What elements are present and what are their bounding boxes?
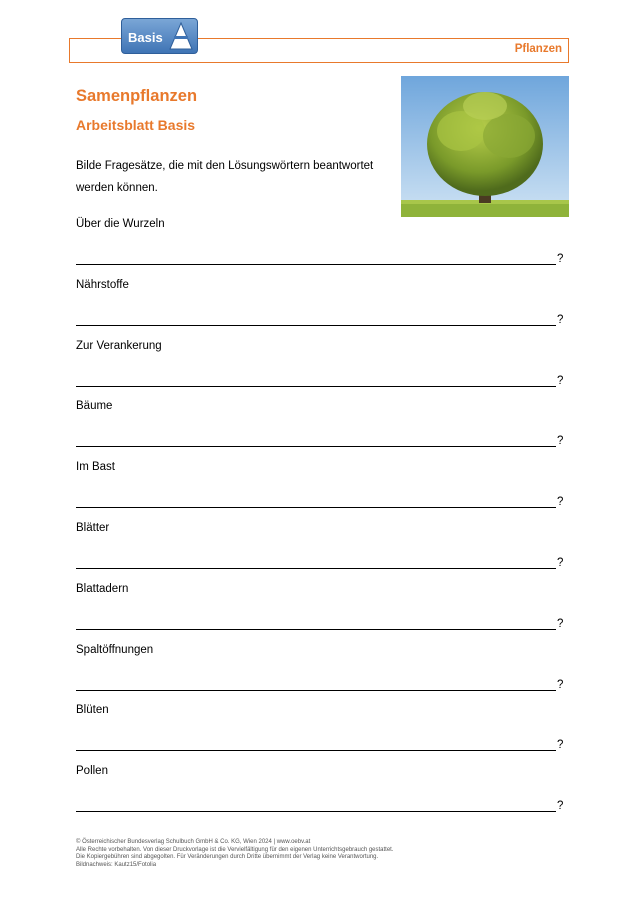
page-title: Samenpflanzen	[76, 87, 198, 105]
list-item	[76, 643, 576, 704]
instructions-text: Bilde Fragesätze, die mit den Lösungswörtern beantwortet werden können.	[76, 160, 374, 194]
list-item	[76, 764, 576, 825]
list-item	[76, 217, 576, 278]
list-item	[76, 582, 576, 643]
footer-fees: Die Kopiergebühren sind abgegolten. Für Veränderungen durch Dritte übernimmt der Verlag keine Verantwortung.	[76, 854, 379, 860]
question-mark: ?	[557, 374, 564, 387]
question-mark: ?	[557, 313, 564, 326]
list-item	[76, 521, 576, 582]
footer	[76, 839, 394, 869]
answer-line[interactable]	[76, 325, 556, 326]
item-label: Pollen	[76, 765, 108, 778]
item-label: Nährstoffe	[76, 278, 129, 291]
logo-text: Basis	[128, 30, 163, 45]
question-mark: ?	[557, 435, 564, 448]
footer-rights: Alle Rechte vorbehalten. Von dieser Druckvorlage ist die Vervielfältigung für den eigenen Unterrichtsgebrauch gestattet.	[76, 846, 394, 853]
answer-line[interactable]	[76, 568, 556, 569]
list-item	[76, 703, 576, 764]
footer-image-credit: Bildnachweis: Kautz15/Fotolia	[76, 861, 157, 868]
answer-line[interactable]	[76, 750, 556, 751]
item-label: Über die Wurzeln	[76, 218, 165, 230]
answer-line[interactable]	[76, 386, 556, 387]
question-mark: ?	[557, 617, 564, 630]
answer-line[interactable]	[76, 446, 556, 447]
list-item	[76, 399, 576, 460]
footer-copyright: © Österreichischer Bundesverlag Schulbuch GmbH & Co. KG, Wien 2024 | www.oebv.at	[76, 839, 311, 845]
list-item	[76, 278, 576, 339]
question-mark: ?	[557, 800, 564, 813]
item-label: Spaltöffnungen	[76, 643, 154, 656]
answer-line[interactable]	[76, 811, 556, 812]
triangle-logo-icon	[169, 22, 193, 50]
answer-line[interactable]	[76, 264, 556, 265]
item-label: Blattadern	[76, 582, 129, 595]
question-mark: ?	[557, 556, 564, 569]
question-list	[76, 217, 576, 825]
question-mark: ?	[557, 496, 564, 509]
item-label: Im Bast	[76, 461, 115, 474]
answer-line[interactable]	[76, 690, 556, 691]
tree-photo	[401, 76, 569, 217]
question-mark: ?	[557, 739, 564, 752]
page-subtitle: Arbeitsblatt Basis	[76, 117, 196, 133]
answer-line[interactable]	[76, 629, 556, 630]
question-mark: ?	[557, 253, 564, 265]
item-label: Zur Verankerung	[76, 339, 162, 352]
section-label: Pflanzen	[514, 43, 562, 55]
item-label: Bäume	[76, 400, 113, 413]
item-label: Blätter	[76, 521, 110, 534]
item-label: Blüten	[76, 704, 109, 717]
list-item	[76, 460, 576, 521]
answer-line[interactable]	[76, 507, 556, 508]
question-mark: ?	[557, 678, 564, 691]
basis-logo	[121, 18, 198, 54]
list-item	[76, 339, 576, 400]
